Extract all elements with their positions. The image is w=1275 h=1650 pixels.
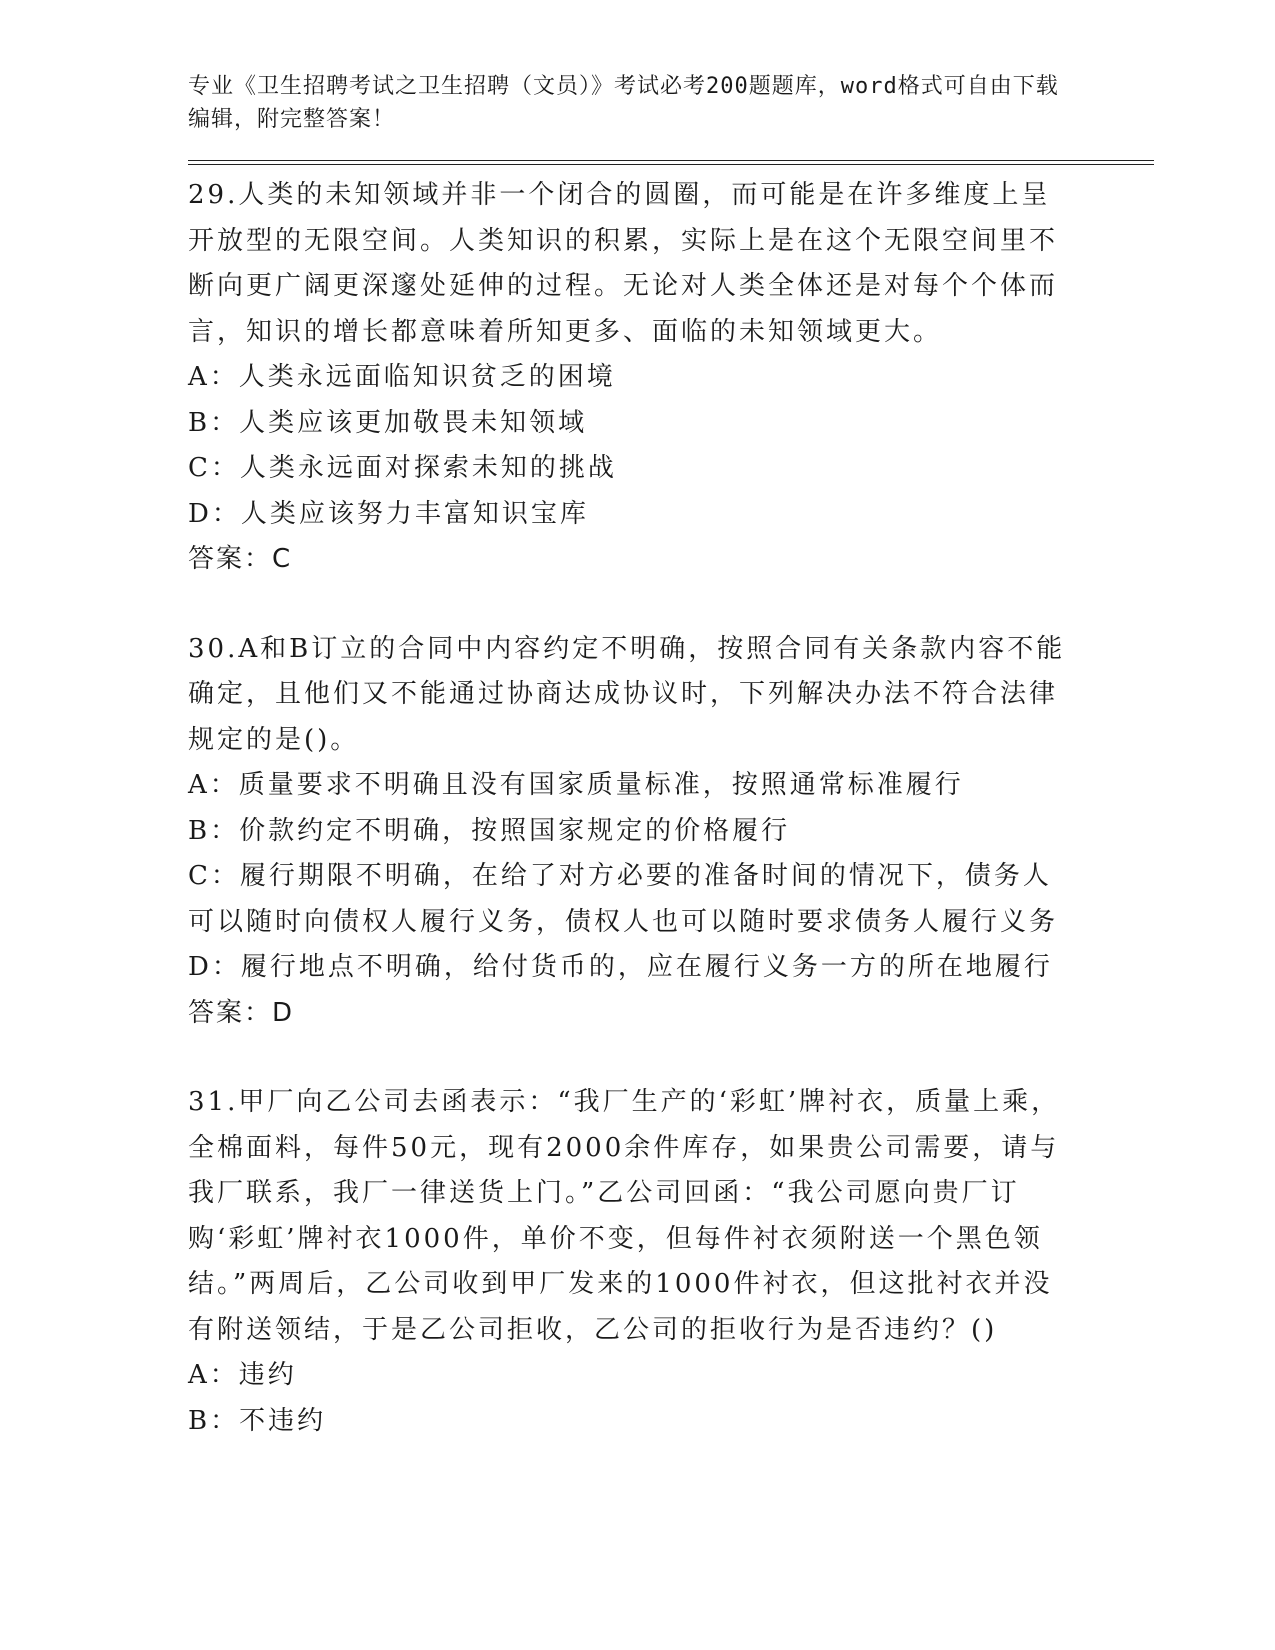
question-stem: 29.人类的未知领域并非一个闭合的圆圈，而可能是在许多维度上呈开放型的无限空间。人类知识的积累，实际上是在这个无限空间里不断向更广阔更深邃处延伸的过程。无论对人类全体还是对每个个体而言，知识的增长都意味着所知更多、面临的未知领域更大。	[188, 180, 1059, 347]
question-stem: 31.甲厂向乙公司去函表示：“我厂生产的‘彩虹’牌衬衣，质量上乘，全棉面料，每件50元，现有2000余件库存，如果贵公司需要，请与我厂联系，我厂一律送货上门。”乙公司回函：“我公司愿向贵厂订购‘彩虹’牌衬衣1000件，单价不变，但每件衬衣须附送一个黑色领结。”两周后，乙公司收到甲厂发来的1000件衬衣，但这批衬衣并没有附送领结，于是乙公司拒收，乙公司的拒收行为是否违约？()	[188, 1087, 1061, 1345]
option-a: A：违约	[188, 1360, 297, 1390]
header-divider	[188, 160, 1154, 165]
option-a: A：人类永远面临知识贫乏的困境	[188, 362, 616, 392]
option-b: B：人类应该更加敬畏未知领域	[188, 407, 588, 438]
option-a: A：质量要求不明确且没有国家质量标准，按照通常标准履行	[188, 770, 964, 800]
option-b: B：不违约	[188, 1405, 327, 1436]
answer-label: 答案：C	[188, 544, 293, 574]
question-31	[188, 1080, 1148, 1444]
question-stem: 30.A和B订立的合同中内容约定不明确，按照合同有关条款内容不能确定，且他们又不能通过协商达成协议时，下列解决办法不符合法律规定的是()。	[188, 633, 1066, 755]
question-list	[188, 173, 1148, 1444]
option-c: C：人类永远面对探索未知的挑战	[188, 453, 617, 483]
question-29	[188, 173, 1148, 583]
option-b: B：价款约定不明确，按照国家规定的价格履行	[188, 815, 791, 846]
answer-label: 答案：D	[188, 997, 295, 1028]
document-header: 专业《卫生招聘考试之卫生招聘（文员）》考试必考200题题库，word格式可自由下载编辑，附完整答案！	[188, 74, 1059, 132]
question-30	[188, 627, 1148, 1037]
document-page	[188, 70, 1148, 1488]
option-d: D：人类应该努力丰富知识宝库	[188, 498, 589, 529]
option-d: D：履行地点不明确，给付货币的，应在履行义务一方的所在地履行	[188, 952, 1053, 982]
option-c: C：履行期限不明确，在给了对方必要的准备时间的情况下，债务人可以随时向债权人履行义务，债权人也可以随时要求债务人履行义务	[188, 861, 1059, 937]
